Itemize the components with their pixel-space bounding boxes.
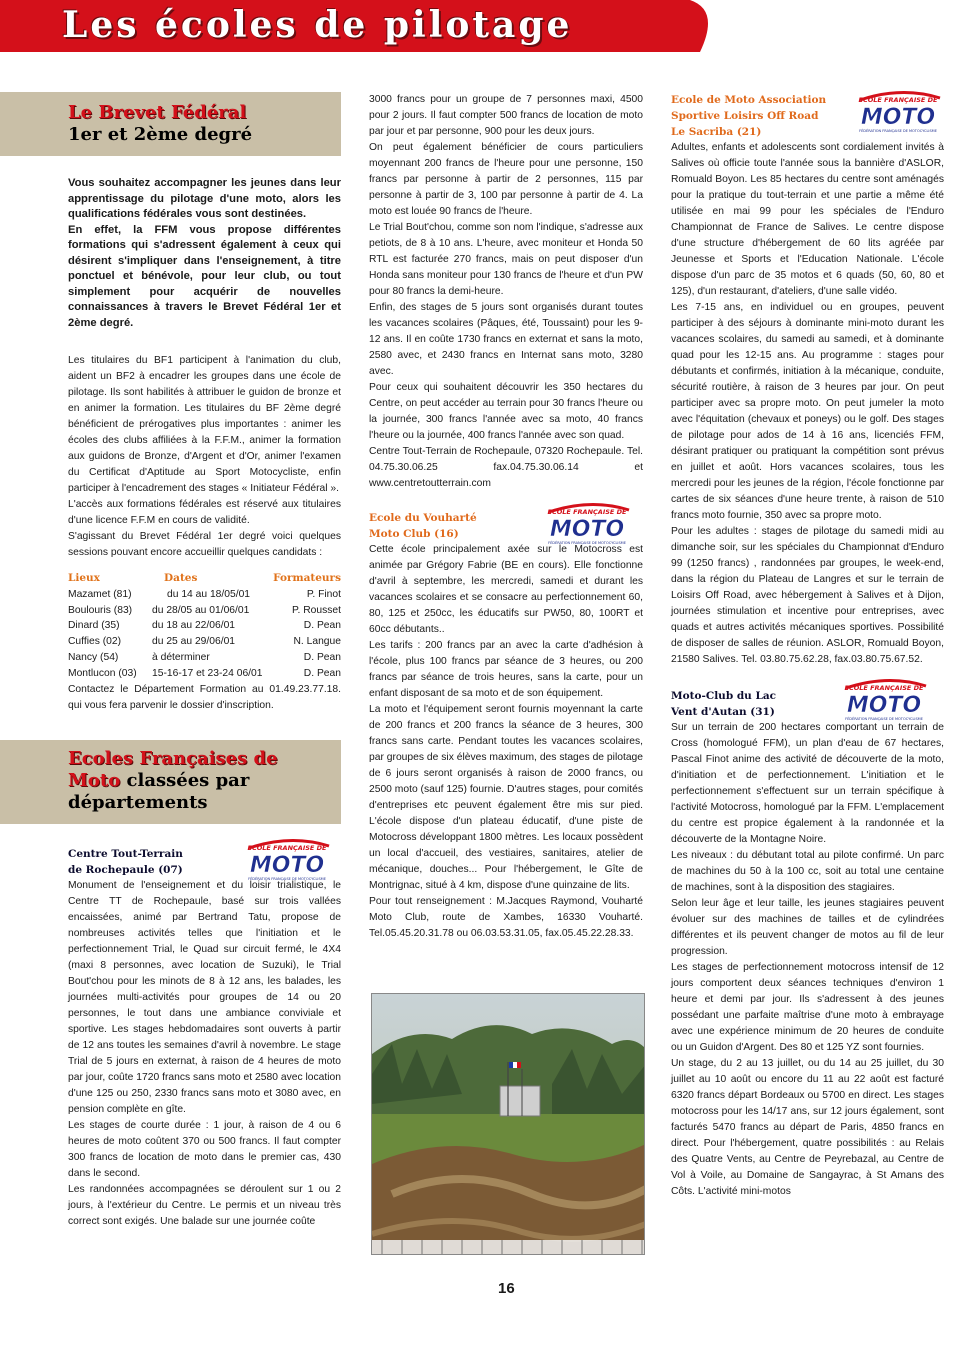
logo-main-text: MOTO <box>846 693 922 718</box>
paragraph: Les titulaires du BF1 participent à l'animation du club, aident un BF2 à encadrer les groupes dans une école de pilotage. Ils sont habilités à attribuer le guidon de bronze et en animer la formation. Les titulaires du BF 2ème degré bénéficient de prérogatives plus importantes : animer les écoles des clubs affiliées à la F.F.M., animer la formation aux guidons de Bronze, d'Argent et d'Or, animer l'examen du Certificat d'Aptitude au Sport Motocycliste, enfin participer à l'encadrement des stages « Initiateur Fédéral ». <box>68 355 341 494</box>
paragraph: La moto et l'équipement seront fournis moyennant la carte de 200 francs et 200 francs la séance de 3 heures, 300 francs sans carte. Pendant toutes les vacances scolaires, par groupes de six élèves maximum, des stages de pilotage de 6 jours seront organisés à raison de 2000 francs, ou 2500 moto (sauf 125) fournie. D'autres stages, pour comités d'entreprises etc peuvent également être mis sur pied. L'école dispose d'un plateau éducatif, d'une piste de Motocross développant 1800 mètres. Les locaux possèdent un local d'accueil, des vestiaires, sanitaires, atelier de mécanique, douches... Pour l'hébergement, le Gîte de Montrignac, situé à 4 km, dispose d'une quinzaine de lits. <box>369 704 643 891</box>
cell-date: 15-16-17 et 23-24 06/01 <box>152 667 263 679</box>
school-title: Ecole du Vouharté <box>369 512 477 524</box>
paragraph: S'agissant du Brevet Fédéral 1er degré voici quelques sessions pouvant encore accueillir quelques candidats : <box>68 531 341 558</box>
paragraph: Adultes, enfants et adolescents sont cordialement invités à Salives où officie toute l'année sous la bannière d'ASLOR, Romuald Boyon. Les 85 hectares du centre sont aménagés pour la pratique du tout-terrain et une partie a même été utilisée en mai 99 pour les spéciales de l'Enduro Championnat de France de Salives. Le centre dispose d'une structure d'hébergement de 60 lits agréée par Jeunesse et Sports et l'Education Nationale. L'école dispose d'un parc de 35 motos et 6 quads (50, 60, 80 et 125), d'un restaurant, d'ateliers, d'une salle vidéo. <box>671 142 944 297</box>
banner-title: Les écoles de pilotage <box>62 4 573 46</box>
cell-lieu: Dinard (35) <box>68 620 120 632</box>
table-header <box>68 571 341 587</box>
logo-sub-text: FÉDÉRATION FRANÇAISE DE MOTOCYCLISME <box>248 876 326 881</box>
school-aslor <box>671 92 944 668</box>
cell-lieu: Cuffies (02) <box>68 636 122 648</box>
header-formateurs: Formateurs <box>273 572 341 584</box>
cell-formateur: P. Finot <box>306 588 341 600</box>
intro-text <box>68 176 341 331</box>
school-title: de Rochepaule (07) <box>68 863 183 876</box>
intro-paragraph: En effet, la FFM vous propose différentes formations qui s'adressent également à ceux qui désirent s'impliquer dans l'enseignement, à titre ponctuel et bénévole, pour leur club, ou tout simplement pour acquérir de nouvelles connaissances à travers le Brevet Fédéral 1er et 2ème degré. <box>68 223 341 329</box>
logo-top-text: ECOLE FRANÇAISE DE <box>547 508 627 516</box>
paragraph: Cette école principalement axée sur le Motocross est animée par Grégory Fabrie (BE en cours). Elle fonctionne d'avril à septembre, les mercredi, samedi et durant les vacances scolaires et se consacre au perfectionnement 60, 80, 125 et 250cc, les éducatifs sur PW50, 80, 100RT et 60cc débutants.. <box>369 544 643 635</box>
cell-date: à déterminer <box>152 651 210 663</box>
paragraph: L'accès aux formations fédérales est réservé aux titulaires d'une licence F.F.M en cours de validité. <box>68 499 341 526</box>
cell-lieu: Nancy (54) <box>68 651 119 663</box>
table-row <box>68 634 341 650</box>
school-rochepaule <box>68 843 341 1230</box>
paragraph: Les 7-15 ans, en individuel ou en groupes, peuvent participer à des séjours à dominante mini-moto durant les vacances scolaires, du samedi au samedi, et à dominante quad pour les 12-15 ans. Au programme : stages pour débutants et confirmés, initiation à la mécanique, conduite, sécurité routière, à raison de 3 heures par jour. On peut participer avec sa propre moto. On peut jumeler la moto avec l'équitation (chevaux et poneys) ou le golf. Des stages de pilotage pour ados de 14 à 16 ans, licenciés FFM, désirant pratiquer ou pratiquant la compétition sont prévus en juillet et août. Hors vacances scolaires, tous les mercredi pour les jeunes de la région, l'école fonctionne par cartes de six séances d'une heure trente, à raison de 510 francs moto fournie, 350 avec sa propre moto. <box>671 302 944 521</box>
ecole-francaise-moto-logo <box>241 838 333 884</box>
table-row <box>68 587 341 603</box>
school-title: Vent d'Autan (31) <box>671 706 775 718</box>
logo-top-text: ECOLE FRANÇAISE DE <box>844 684 924 692</box>
logo-sub-text: FÉDÉRATION FRANÇAISE DE MOTOCYCLISME <box>548 541 626 545</box>
section-title-line3: départements <box>68 791 208 813</box>
school-title: Moto Club (16) <box>369 528 459 540</box>
logo-sub-text: FÉDÉRATION FRANÇAISE DE MOTOCYCLISME <box>845 717 923 721</box>
school-vouharte <box>369 510 643 942</box>
section-title-black: 1er et 2ème degré <box>68 124 253 145</box>
paragraph: Pour les adultes : stages de pilotage du samedi midi au dimanche soir, sur les spéciales du Championnat d'Enduro 99 (1250 francs) , randonnées par groupes, le week-end, dans la région du Plateau de Langres et sur le terrain de Loisirs Off Road, avec hébergement à Salives et à Dijon, journées stimulation et incentive pour entreprises, avec quads et autres activités mécaniques sportives. Possibilité de disposer de salles de réunion. ASLOR, Romuald Boyon, 21580 Salives. Tel. 03.80.75.62.28, fax.03.80.75.67.52. <box>671 526 944 665</box>
brevet-body <box>68 353 341 561</box>
ecole-francaise-moto-logo <box>838 678 930 724</box>
paragraph: 3000 francs pour un groupe de 7 personnes maxi, 4500 pour 2 jours. Il faut compter 500 francs de location de moto par jour et par personne, 900 pour les deux jours. <box>369 94 643 137</box>
logo-main-text: MOTO <box>860 105 936 130</box>
paragraph: Pour tout renseignement : M.Jacques Raymond, Vouharté Moto Club, route de Xambes, 16330 Vouharté. Tel.05.45.20.31.78 ou 06.03.53.31.05, fax.05.45.22.28.33. <box>369 896 643 939</box>
cell-date: du 28/05 au 01/06/01 <box>152 604 250 616</box>
logo-top-text: ECOLE FRANÇAISE DE <box>858 96 938 104</box>
school-vent-autan <box>671 684 944 1200</box>
table-row <box>68 666 341 682</box>
paragraph: Centre Tout-Terrain de Rochepaule, 07320 Rochepaule. Tel. 04.75.30.06.25 fax.04.75.30.06.14 et www.centretoutterrain.com <box>369 446 643 489</box>
logo-main-text: MOTO <box>249 852 325 878</box>
cell-formateur: D. Pean <box>303 620 341 632</box>
cell-formateur: N. Langue <box>293 636 341 648</box>
section-title-line1: Ecoles Françaises de <box>68 747 278 769</box>
header-lieux: Lieux <box>68 572 100 584</box>
paragraph: Le Trial Bout'chou, comme son nom l'indique, s'adresse aux petiots, de 8 à 10 ans. L'heure, avec moniteur et Honda 50 RTL est facturée 270 francs, mais on peut disposer d'un Honda sans moniteur pour 130 francs de l'heure et d'un PW pour 80 francs la demi-heure. <box>369 222 643 297</box>
column-1 <box>68 92 341 1230</box>
paragraph: Les randonnées accompagnées se déroulent sur 1 ou 2 jours, à l'extérieur du Centre. Le permis et un niveau très correct sont exigés. Une balade sur une journée coûte <box>68 1183 341 1227</box>
column-3 <box>671 92 944 1200</box>
paragraph: Sur un terrain de 200 hectares comportant un terrain de Cross (homologué FFM), un plan d'eau de 67 hectares, Pascal Finot anime des activité de découverte de la moto, d'initiation et de perfectionnement. L'initiation et le perfectionnement s'effectuent sur un terrain spécifique à l'activité Motocross, homologué par la FFM. L'emplacement du centre est propice également à la randonnée et la découverte de la Montagne Noire. <box>671 722 944 845</box>
logo-main-text: MOTO <box>549 517 625 542</box>
motocross-terrain-photo <box>371 993 645 1255</box>
logo-top-text: ECOLE FRANÇAISE DE <box>247 843 327 852</box>
table-row <box>68 650 341 666</box>
school-title: Ecole de Moto Association <box>671 94 827 106</box>
paragraph: Les tarifs : 200 francs par an avec la carte d'adhésion à l'école, plus 100 francs par séance de 3 heures, ou 200 francs par séance de trois heures, sans la carte, pour un enfant disposant de sa moto et de son équipement. <box>369 640 643 699</box>
column-2 <box>369 92 643 942</box>
cell-date: du 14 au 18/05/01 <box>167 588 251 600</box>
cell-lieu: Montlucon (03) <box>68 667 137 679</box>
cell-formateur: D. Pean <box>303 651 341 663</box>
section-header-brevet <box>0 92 341 156</box>
page-number: 16 <box>498 1280 515 1297</box>
school-title: Moto-Club du Lac <box>671 690 777 702</box>
table-row <box>68 603 341 619</box>
paragraph: Selon leur âge et leur taille, les jeunes stagiaires peuvent évoluer sur des machines de tailles et de cylindrées différentes et ils peuvent changer de motos au fil de leur progression. <box>671 898 944 957</box>
contact-text: Contactez le Département Formation au 01.49.23.77.18. qui vous fera parvenir le dossier d'inscription. <box>68 683 341 711</box>
section-title-red: Le Brevet Fédéral <box>68 102 247 123</box>
intro-paragraph: Vous souhaitez accompagner les jeunes dans leur apprentissage du pilotage d'une moto, alors les qualifications fédérales vous sont destinées. <box>68 177 341 220</box>
paragraph: Les stages de courte durée : 1 jour, à raison de 4 ou 6 heures de moto coûtent 370 ou 500 francs. Il faut compter 300 francs de location de moto dans le premier cas, 430 dans le second. <box>68 1119 341 1179</box>
logo-sub-text: FÉDÉRATION FRANÇAISE DE MOTOCYCLISME <box>859 129 937 133</box>
paragraph: Enfin, des stages de 5 jours sont organisés durant toutes les vacances scolaires (Pâques, été, Toussaint) pour les 9-12 ans. Il en coûte 1730 francs en externat et sans la moto, 2580 avec, et 2430 francs en Internat sans moto, 3280 avec. <box>369 302 643 377</box>
cell-date: du 18 au 22/06/01 <box>152 620 236 632</box>
ecole-francaise-moto-logo <box>852 90 944 136</box>
school-title: Sportive Loisirs Off Road <box>671 110 819 122</box>
paragraph: Monument de l'enseignement et du loisir trialistique, le Centre TT de Rochepaule, basé sur trois vallées encaissées, animé par Bertrand Tatu, propose de nombreuses activités telles que l'initiation et le perfectionnement Trial, le Quad sur circuit fermé, le 4X4 (maxi 8 personnes, avec location de Suzuki), le Trial Bout'chou pour les minots de 8 à 12 ans, les balades, les journées multi-activités pour groupes de 14 ou 20 personnes, le tout dans une ambiance conviviale et sportive. Les stages hebdomadaires sont ouverts à partir de 12 ans toutes les semaines d'avril à novembre. Le stage Trial de 5 jours en externat, à raison de 4 heures de moto par jour, coûte 1720 francs sans moto et 2580 avec location d'une 125 ou 250, 2330 francs sans moto et 3080 avec, en pension complète en gîte. <box>68 879 341 1115</box>
paragraph: Pour ceux qui souhaitent découvrir les 350 hectares du Centre, on peut accéder au terrain pour 30 francs l'heure ou la journée, 300 francs l'année avec sa moto, 40 francs l'heure ou la journée, 400 francs l'année avec son quad. <box>369 382 643 441</box>
cell-lieu: Boulouris (83) <box>68 604 133 616</box>
page-banner <box>0 0 965 52</box>
section-title-line2: classées par <box>120 769 250 791</box>
header-dates: Dates <box>164 572 198 584</box>
school-title: Centre Tout-Terrain <box>68 847 183 860</box>
ecole-francaise-moto-logo <box>541 502 633 548</box>
sessions-table <box>68 571 341 682</box>
paragraph: Les niveaux : du débutant total au pilote confirmé. Un parc de machines du 50 à la 100 cc, soit au total une centaine de machines, sont à la disposition des stagiaires. <box>671 850 944 893</box>
section-header-ecoles <box>0 740 341 824</box>
paragraph: Les stages de perfectionnement motocross intensif de 12 jours comportent deux séances techniques d'environ 1 heure et demi par jour. Ils s'adressent à des jeunes possédant une parfaite maîtrise d'une moto à embrayage avec une expérience minimum de 20 heures de conduite ou un Guidon d'Argent. Des 80 et 125 YZ sont fournies. <box>671 962 944 1053</box>
school-title: Le Sacriba (21) <box>671 126 762 138</box>
cell-formateur: D. Pean <box>303 667 341 679</box>
section-title-moto: Moto <box>68 769 121 791</box>
cell-lieu: Mazamet (81) <box>68 588 132 600</box>
paragraph: On peut également bénéficier de cours particuliers moyennant 200 francs de l'heure pour une personne, 150 francs par personne à partir de 2 personnes, 115 par personne à partir de 3, 100 par personne à partir de 4. La moto est louée 90 francs de l'heure. <box>369 142 643 217</box>
cell-date: du 25 au 29/06/01 <box>152 636 236 648</box>
paragraph: Un stage, du 2 au 13 juillet, ou du 14 au 25 juillet, du 30 juillet au 10 août ou encore du 11 au 22 août est facturé 6320 francs départ Bordeaux ou 5700 en direct. Les stages motocross pour les 14/17 ans, sur 12 jours également, sont facturés 5470 francs au départ de Paris, 4850 francs en direct. Pour l'hébergement, quatre possibilités : au Relais des Quatre Vents, au Centre de Peyrebazal, au Centre de Vol à Voile, au Domaine de Sangayrac, à St Amans des Côts. L'activité mini-motos <box>671 1058 944 1197</box>
cell-formateur: P. Rousset <box>291 604 341 616</box>
table-row <box>68 618 341 634</box>
